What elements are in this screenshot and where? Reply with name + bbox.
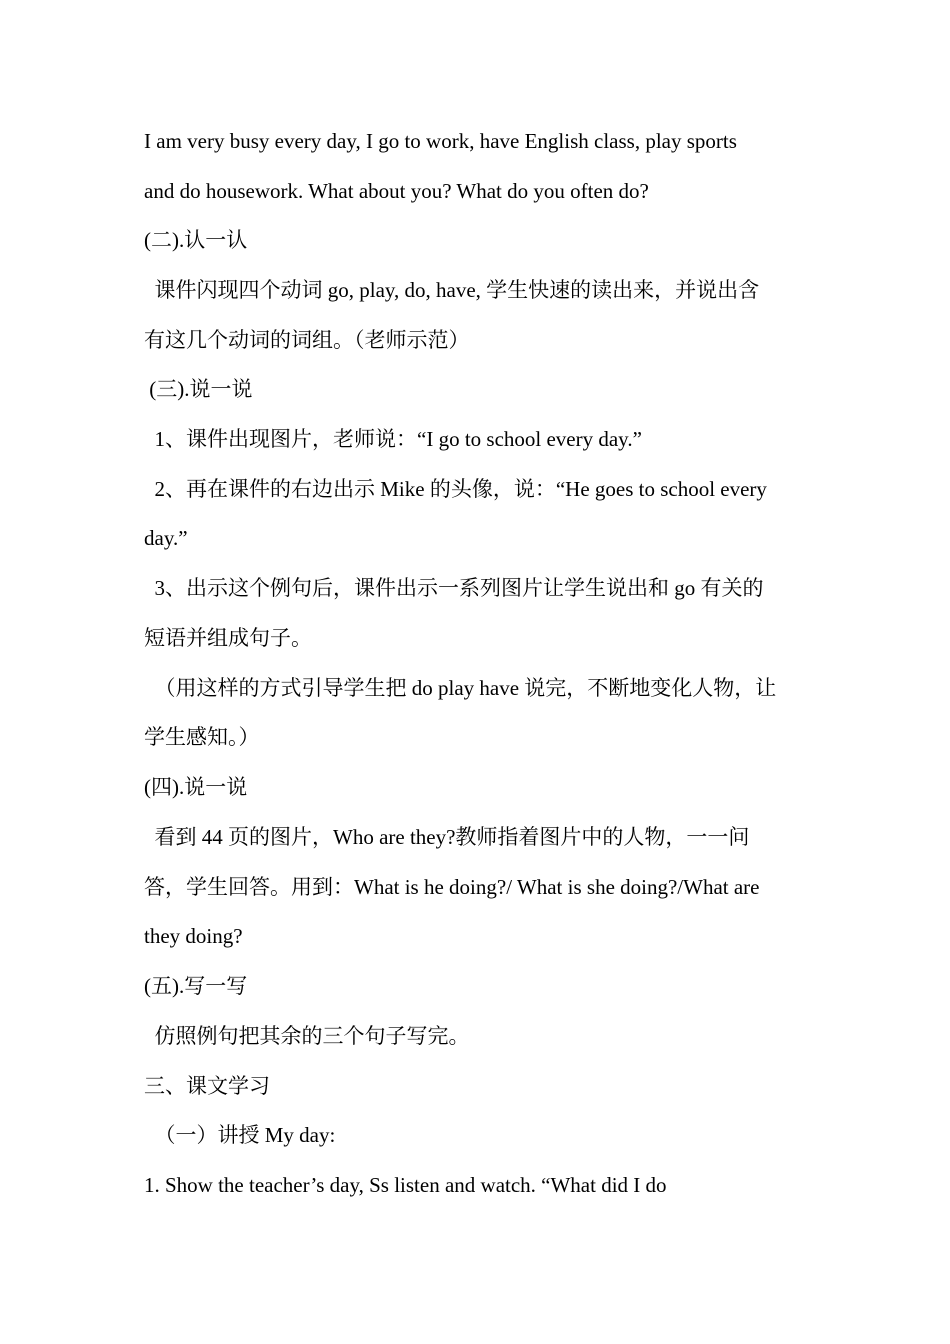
section-heading: (二).认一认 [144, 228, 248, 252]
text-line: 课件闪现四个动词 go, play, do, have, 学生快速的读出来，并说出含 [144, 278, 760, 302]
text-line: 答，学生回答。用到：What is he doing?/ What is she doing?/What are [144, 875, 760, 899]
text-line: 有这几个动词的词组。（老师示范） [144, 328, 470, 352]
text-line: 短语并组成句子。 [144, 626, 312, 650]
list-item: 1. Show the teacher’s day, Ss listen and watch. “What did I do [144, 1173, 667, 1197]
list-item: 1、课件出现图片，老师说：“I go to school every day.” [144, 427, 642, 451]
section-heading: (三).说一说 [144, 377, 253, 401]
text-line: 看到 44 页的图片，Who are they?教师指着图片中的人物，一一问 [144, 825, 750, 849]
text-line: I am very busy every day, I go to work, have English class, play sports [144, 129, 737, 153]
text-line: and do housework. What about you? What do you often do? [144, 179, 649, 203]
section-heading: (四).说一说 [144, 775, 248, 799]
text-line: 学生感知。） [144, 725, 260, 749]
list-item: 2、再在课件的右边出示 Mike 的头像，说：“He goes to school every [144, 477, 767, 501]
section-heading: (五).写一写 [144, 974, 248, 998]
text-line: they doing? [144, 924, 243, 948]
section-heading: （一）讲授 My day: [144, 1123, 336, 1147]
text-line: 仿照例句把其余的三个句子写完。 [144, 1024, 470, 1048]
list-item: 3、出示这个例句后，课件出示一系列图片让学生说出和 go 有关的 [144, 576, 764, 600]
text-line: （用这样的方式引导学生把 do play have 说完，不断地变化人物，让 [144, 676, 777, 700]
text-line: day.” [144, 526, 188, 550]
section-heading: 三、课文学习 [144, 1074, 270, 1098]
